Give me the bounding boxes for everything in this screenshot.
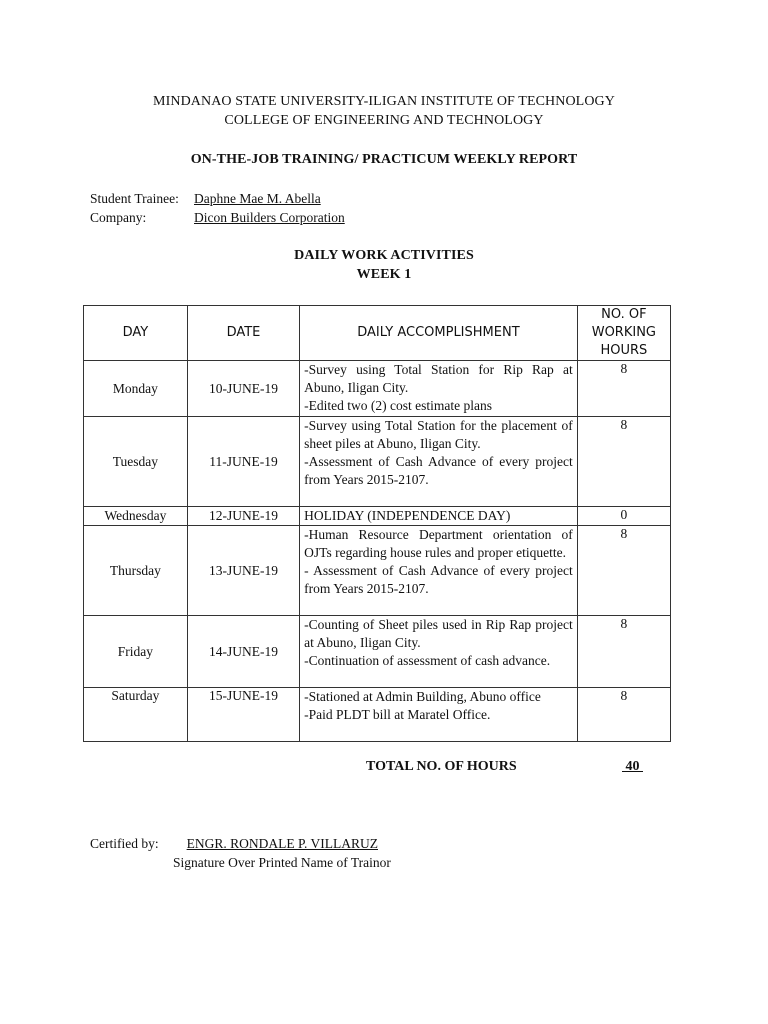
accomplishment-item: -Stationed at Admin Building, Abuno office — [304, 689, 541, 704]
cell-date: 12-JUNE-19 — [187, 507, 299, 526]
header-hours-line1: NO. OF — [601, 307, 647, 322]
cell-accomplishment — [300, 526, 578, 616]
company-label: Company: — [90, 210, 147, 225]
header-hours-line3: HOURS — [600, 343, 648, 358]
accomplishment-item: -Paid PLDT bill at Maratel Office. — [304, 707, 491, 722]
certified-by-row — [90, 836, 378, 852]
cell-day: Thursday — [84, 526, 188, 616]
table-row — [84, 688, 671, 742]
cell-date: 15-JUNE-19 — [187, 688, 299, 742]
cell-hours: 8 — [577, 361, 670, 417]
total-hours-label: TOTAL NO. OF HOURS — [366, 759, 517, 774]
header-accomplishment: DAILY ACCOMPLISHMENT — [300, 306, 578, 361]
cell-accomplishment — [300, 361, 578, 417]
cell-date: 13-JUNE-19 — [187, 526, 299, 616]
accomplishment-item: -Edited two (2) cost estimate plans — [304, 398, 492, 413]
cell-date: 14-JUNE-19 — [187, 616, 299, 688]
cell-accomplishment — [300, 417, 578, 507]
table-row — [84, 417, 671, 507]
signature-caption: Signature Over Printed Name of Trainor — [173, 855, 391, 870]
report-title: ON-THE-JOB TRAINING/ PRACTICUM WEEKLY REPORT — [190, 152, 578, 167]
header-hours — [577, 306, 670, 361]
company-row — [90, 210, 345, 226]
table-row — [84, 526, 671, 616]
accomplishment-item: -Assessment of Cash Advance of every project from Years 2015-2107. — [304, 454, 573, 487]
header-day: DAY — [84, 306, 188, 361]
daily-activities-table — [83, 305, 671, 742]
student-trainee-name: Daphne Mae M. Abella — [194, 191, 321, 206]
student-trainee-label: Student Trainee: — [90, 191, 179, 206]
accomplishment-item: HOLIDAY (INDEPENDENCE DAY) — [304, 508, 511, 523]
cell-hours: 8 — [577, 417, 670, 507]
accomplishment-item: -Survey using Total Station for Rip Rap at Abuno, Iligan City. — [304, 362, 573, 395]
cell-date: 10-JUNE-19 — [187, 361, 299, 417]
cell-day: Saturday — [84, 688, 188, 742]
trainor-name: ENGR. RONDALE P. VILLARUZ — [186, 836, 378, 851]
table-header-row — [84, 306, 671, 361]
table-row — [84, 507, 671, 526]
total-hours-value — [622, 759, 643, 775]
header-hours-line2: WORKING — [591, 325, 656, 340]
cell-hours: 8 — [577, 688, 670, 742]
section-title: DAILY WORK ACTIVITIES — [294, 248, 474, 263]
cell-date: 11-JUNE-19 — [187, 417, 299, 507]
university-name: MINDANAO STATE UNIVERSITY-ILIGAN INSTITUTE OF TECHNOLOGY — [153, 94, 615, 109]
company-name: Dicon Builders Corporation — [194, 210, 345, 225]
cell-hours: 8 — [577, 526, 670, 616]
table-row — [84, 361, 671, 417]
cell-day: Friday — [84, 616, 188, 688]
cell-day: Monday — [84, 361, 188, 417]
accomplishment-item: -Continuation of assessment of cash advance. — [304, 653, 551, 668]
accomplishment-item: - Assessment of Cash Advance of every project from Years 2015-2107. — [304, 563, 573, 596]
cell-day: Tuesday — [84, 417, 188, 507]
accomplishment-item: -Human Resource Department orientation of OJTs regarding house rules and proper etiquette. — [304, 527, 573, 560]
accomplishment-item: -Counting of Sheet piles used in Rip Rap project at Abuno, Iligan City. — [304, 617, 573, 650]
cell-hours: 8 — [577, 616, 670, 688]
certified-by-label: Certified by: — [90, 836, 159, 851]
student-trainee-row — [90, 191, 321, 207]
total-hours-number: 40 — [625, 759, 640, 774]
cell-day: Wednesday — [84, 507, 188, 526]
cell-accomplishment — [300, 616, 578, 688]
college-name: COLLEGE OF ENGINEERING AND TECHNOLOGY — [224, 113, 544, 128]
accomplishment-item: -Survey using Total Station for the placement of sheet piles at Abuno, Iligan City. — [304, 418, 573, 451]
cell-accomplishment — [300, 507, 578, 526]
week-label: WEEK 1 — [356, 267, 412, 282]
cell-accomplishment — [300, 688, 578, 742]
cell-hours: 0 — [577, 507, 670, 526]
table-row — [84, 616, 671, 688]
header-date: DATE — [187, 306, 299, 361]
